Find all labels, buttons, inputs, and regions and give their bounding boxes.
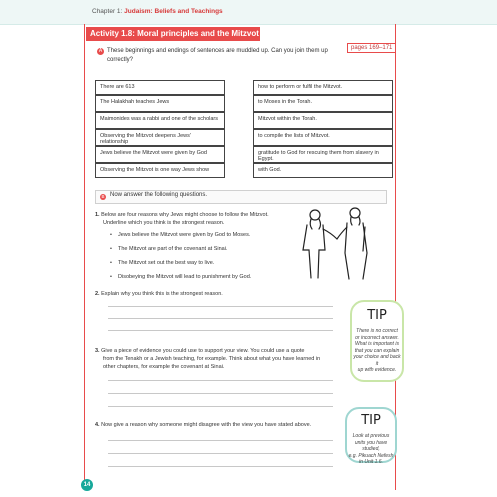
ending-box[interactable]: Mitzvot within the Torah. [253,112,393,129]
tip-line: your choice and back it [353,354,401,367]
chapter-label: Chapter 1: [92,8,123,15]
tip-box [350,300,404,382]
question-number: 2. [95,291,100,297]
section-a-badge: A [98,48,103,54]
answer-line[interactable] [108,393,333,394]
question-text: from the Tenakh or a Jewish teaching, for example. Think about what you have learned in [103,356,321,362]
beginning-box[interactable]: Jews believe the Mitzvot were given by God [95,146,225,163]
answer-line[interactable] [108,406,333,407]
question-text: Below are four reasons why Jews might choose to follow the Mitzvot. [101,212,269,218]
tip-text [352,328,402,374]
ending-box[interactable]: gratitude to God for rescuing them from slavery in Egypt. [253,146,393,163]
question-2 [95,290,223,298]
ending-box[interactable]: with God. [253,163,393,178]
tip-line: Look at previous [352,433,390,439]
beginning-box[interactable]: Observing the Mitzvot deepens Jews' relationship [95,129,225,146]
beginning-box[interactable]: Maimonides was a rabbi and one of the scholars [95,112,225,129]
tip-line: up with evidence. [357,367,397,373]
tip-line: e.g. Pikuach Nefesh [348,452,394,459]
activity-title: Activity 1.8: Moral principles and the Mitzvot [86,27,260,41]
reason-item[interactable]: • The Mitzvot set out the best way to live. [118,260,214,266]
question-number: 3. [95,348,100,354]
ending-box[interactable]: to Moses in the Torah. [253,95,393,112]
tip-line: There is no correct [356,328,398,334]
answer-line[interactable] [108,440,333,441]
answer-line[interactable] [108,466,333,467]
pages-reference: pages 169–171 [347,43,396,53]
question-text: Explain why you think this is the strongest reason. [101,291,223,297]
tip-title: TIP [361,413,381,428]
section-b-instruction: Now answer the following questions. [110,192,208,198]
ending-box[interactable]: how to perform or fulfil the Mitzvot. [253,80,393,95]
reason-item[interactable]: • Jews believe the Mitzvot were given by God to Moses. [118,232,250,238]
answer-line[interactable] [108,380,333,381]
question-3 [95,347,320,371]
beginning-box[interactable]: Observing the Mitzvot is one way Jews show [95,163,225,178]
tip-box [345,407,397,463]
reason-item[interactable]: • Disobeying the Mitzvot will lead to punishment by God. [118,274,251,280]
ending-box[interactable]: to compile the lists of Mitzvot. [253,129,393,146]
answer-line[interactable] [108,318,333,319]
tip-line: or incorrect answer. [355,334,399,341]
question-1 [95,211,269,227]
chapter-title: Judaism: Beliefs and Teachings [124,8,223,15]
tip-title: TIP [367,308,387,323]
section-a-instruction: These beginnings and endings of sentences are muddled up. Can you join them up correctly? [107,48,328,63]
question-number: 1. [95,212,100,218]
answer-line[interactable] [108,306,333,307]
question-text: Underline which you think is the strongest reason. [103,220,225,226]
tip-line: in Unit 1.6. [359,459,383,465]
page-number: 14 [81,479,93,491]
tip-line: units you have studied, [354,439,388,452]
running-header [92,8,223,15]
tip-text [347,433,395,466]
question-number: 4. [95,422,100,428]
beginning-box[interactable]: There are 613 [95,80,225,95]
question-4 [95,421,311,429]
header-pattern [0,0,497,25]
tip-line: that you can explain [354,347,400,354]
two-men-shaking-hands-illustration [285,205,385,285]
question-text: Now give a reason why someone might disagree with the view you have stated above. [101,422,312,428]
tip-line: What is important is [355,341,399,347]
beginning-box[interactable]: The Halakhah teaches Jews [95,95,225,112]
answer-line[interactable] [108,453,333,454]
question-text: Give a piece of evidence you could use to support your view. You could use a quote [101,348,305,354]
answer-line[interactable] [108,330,333,331]
question-text: other chapters, for example the covenant at Sinai. [103,364,225,370]
reason-item[interactable]: • The Mitzvot are part of the covenant at Sinai. [118,246,227,252]
section-b-badge: B [101,194,105,199]
